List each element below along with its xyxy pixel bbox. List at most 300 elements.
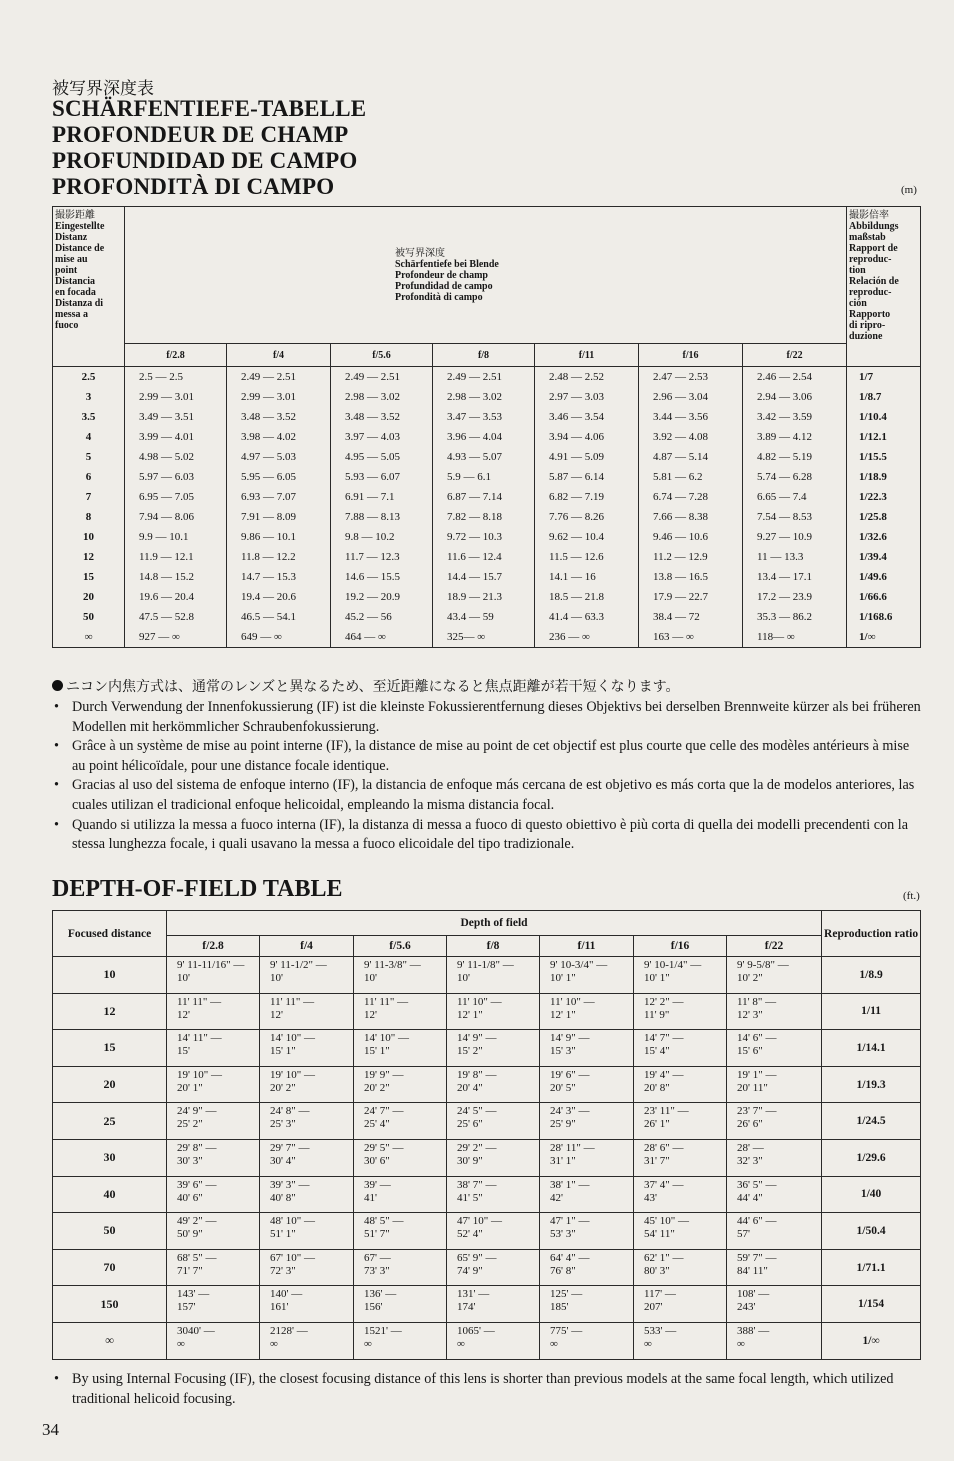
ratio-cell: 1/10.4 bbox=[847, 407, 921, 427]
near-limit: 24' 8" — bbox=[270, 1105, 310, 1118]
far-limit: 10' bbox=[177, 972, 190, 984]
near-limit: 125' — bbox=[550, 1288, 583, 1301]
dof-cell: 9.9 — 10.1 bbox=[125, 527, 227, 547]
far-limit: 80' 3" bbox=[644, 1264, 670, 1277]
dof-cell: 2.99 — 3.01 bbox=[227, 387, 331, 407]
header-line: Profondità di campo bbox=[395, 291, 483, 303]
focus-distance-cell: 12 bbox=[53, 993, 167, 1030]
far-limit: 42' bbox=[550, 1191, 563, 1204]
japanese-note: ニコン内焦方式は、通常のレンズと異なるため、至近距離になると焦点距離が若干短くなります。 bbox=[52, 676, 680, 696]
dof-cell: 9.72 — 10.3 bbox=[433, 527, 535, 547]
dof-cell: 2.48 — 2.52 bbox=[535, 367, 639, 388]
far-limit: 30' 3" bbox=[177, 1154, 203, 1167]
dof-cell bbox=[447, 957, 540, 994]
aperture-header: f/2.8 bbox=[167, 936, 260, 957]
near-limit: 67' 10" — bbox=[270, 1251, 315, 1264]
dof-cell bbox=[260, 1103, 354, 1140]
near-limit: 1065' — bbox=[457, 1324, 495, 1337]
dof-cell bbox=[447, 1286, 540, 1323]
near-limit: 62' 1" — bbox=[644, 1251, 684, 1264]
dof-cell bbox=[727, 1030, 822, 1067]
near-limit: 37' 4" — bbox=[644, 1178, 684, 1191]
dof-cell: 4.82 — 5.19 bbox=[743, 447, 847, 467]
near-limit: 19' 9" — bbox=[364, 1068, 404, 1081]
far-limit: 15' 6" bbox=[737, 1045, 763, 1058]
far-limit: 207' bbox=[644, 1301, 663, 1314]
dof-cell bbox=[540, 1139, 634, 1176]
header-title-it: PROFONDITÀ DI CAMPO bbox=[52, 174, 335, 199]
far-limit: 11' 9" bbox=[644, 1008, 670, 1021]
focus-distance-cell: 4 bbox=[53, 427, 125, 447]
dof-cell: 11.8 — 12.2 bbox=[227, 547, 331, 567]
dof-cell: 35.3 — 86.2 bbox=[743, 607, 847, 627]
dof-cell bbox=[727, 1322, 822, 1359]
focus-distance-cell: 50 bbox=[53, 607, 125, 627]
near-limit: 28' — bbox=[737, 1141, 764, 1154]
dof-cell bbox=[167, 993, 260, 1030]
near-limit: 14' 10" — bbox=[364, 1032, 409, 1045]
dof-cell bbox=[167, 1066, 260, 1103]
far-limit: 31' 1" bbox=[550, 1154, 576, 1167]
far-limit: 26' 6" bbox=[737, 1118, 763, 1131]
dof-cell bbox=[260, 1139, 354, 1176]
dof-cell: 9.86 — 10.1 bbox=[227, 527, 331, 547]
note-item: • Grâce à un système de mise au point interne (IF), la distance de mise au point de cet objectif est plus courte que celle des modèles antérieurs à mise au point hélicoïdale, pour une distance focale identique. bbox=[52, 737, 924, 776]
dof-cell bbox=[634, 957, 727, 994]
dof-cell bbox=[354, 957, 447, 994]
ratio-cell: 1/32.6 bbox=[847, 527, 921, 547]
dof-cell: 47.5 — 52.8 bbox=[125, 607, 227, 627]
far-limit: 40' 8" bbox=[270, 1191, 296, 1204]
far-limit: 31' 7" bbox=[644, 1154, 670, 1167]
dof-cell: 7.82 — 8.18 bbox=[433, 507, 535, 527]
near-limit: 775' — bbox=[550, 1324, 583, 1337]
near-limit: 9' 11-11/16" — bbox=[177, 959, 245, 971]
dof-cell bbox=[540, 1066, 634, 1103]
header-line: Distance de bbox=[55, 243, 105, 254]
dof-cell bbox=[540, 993, 634, 1030]
dof-cell: 3.49 — 3.51 bbox=[125, 407, 227, 427]
far-limit: 20' 4" bbox=[457, 1081, 483, 1094]
dof-cell: 2.97 — 3.03 bbox=[535, 387, 639, 407]
depth-of-field-header: Depth of field bbox=[167, 911, 822, 936]
far-limit: 20' 1" bbox=[177, 1081, 203, 1094]
dof-cell bbox=[167, 1176, 260, 1213]
dof-cell: 11.2 — 12.9 bbox=[639, 547, 743, 567]
dof-cell: 19.2 — 20.9 bbox=[331, 587, 433, 607]
far-limit: 10' 1" bbox=[550, 972, 576, 984]
dof-cell bbox=[727, 1139, 822, 1176]
table-row bbox=[53, 1066, 921, 1103]
header-line: tion bbox=[849, 265, 866, 276]
metric-dof-table bbox=[52, 206, 921, 648]
ratio-cell: 1/49.6 bbox=[847, 567, 921, 587]
near-limit: 24' 9" — bbox=[177, 1105, 217, 1118]
header-line: Distancia bbox=[55, 276, 95, 287]
near-limit: 9' 9-5/8" — bbox=[737, 959, 789, 971]
table-row bbox=[53, 993, 921, 1030]
aperture-header: f/22 bbox=[743, 344, 847, 367]
ratio-cell: 1/154 bbox=[822, 1286, 921, 1323]
dof-cell: 5.9 — 6.1 bbox=[433, 467, 535, 487]
dof-cell bbox=[540, 957, 634, 994]
dof-cell bbox=[540, 1286, 634, 1323]
dof-cell bbox=[727, 1066, 822, 1103]
far-limit: 51' 1" bbox=[270, 1228, 296, 1241]
dof-cell: 11.5 — 12.6 bbox=[535, 547, 639, 567]
dof-cell bbox=[260, 1030, 354, 1067]
focus-distance-cell: 3.5 bbox=[53, 407, 125, 427]
dof-cell: 4.97 — 5.03 bbox=[227, 447, 331, 467]
dof-cell bbox=[260, 957, 354, 994]
ratio-cell: 1/71.1 bbox=[822, 1249, 921, 1286]
dof-cell: 325— ∞ bbox=[433, 627, 535, 648]
dof-cell: 5.95 — 6.05 bbox=[227, 467, 331, 487]
dof-cell: 2.47 — 2.53 bbox=[639, 367, 743, 388]
table-row bbox=[53, 447, 921, 467]
dof-cell bbox=[167, 1286, 260, 1323]
near-limit: 1521' — bbox=[364, 1324, 402, 1337]
far-limit: ∞ bbox=[644, 1337, 652, 1350]
dof-cell bbox=[634, 1103, 727, 1140]
ratio-header: 撮影倍率 Abbildungs maßstab Rapport de reproduc- tion Relación de reproduc- ción Rapporto di ripro- duzione bbox=[847, 207, 921, 367]
dof-cell bbox=[167, 957, 260, 994]
dof-cell bbox=[447, 1030, 540, 1067]
aperture-header: f/16 bbox=[639, 344, 743, 367]
aperture-header: f/2.8 bbox=[125, 344, 227, 367]
near-limit: 29' 5" — bbox=[364, 1141, 404, 1154]
near-limit: 23' 7" — bbox=[737, 1105, 777, 1118]
header-line: fuoco bbox=[55, 320, 79, 331]
table-row bbox=[53, 527, 921, 547]
near-limit: 64' 4" — bbox=[550, 1251, 590, 1264]
imperial-unit-label: (ft.) bbox=[903, 890, 920, 902]
far-limit: 161' bbox=[270, 1301, 289, 1314]
far-limit: 26' 1" bbox=[644, 1118, 670, 1131]
ratio-cell: 1/18.9 bbox=[847, 467, 921, 487]
far-limit: ∞ bbox=[550, 1337, 558, 1350]
far-limit: ∞ bbox=[177, 1337, 185, 1350]
near-limit: 9' 11-3/8" — bbox=[364, 959, 421, 971]
dof-cell: 3.97 — 4.03 bbox=[331, 427, 433, 447]
header-line: Rapport de bbox=[849, 243, 898, 254]
near-limit: 24' 5" — bbox=[457, 1105, 497, 1118]
ratio-cell: 1/14.1 bbox=[822, 1030, 921, 1067]
dof-cell: 11.9 — 12.1 bbox=[125, 547, 227, 567]
aperture-header: f/11 bbox=[540, 936, 634, 957]
far-limit: 52' 4" bbox=[457, 1228, 483, 1241]
far-limit: 243' bbox=[737, 1301, 756, 1314]
table-row bbox=[53, 367, 921, 388]
dof-cell bbox=[447, 1213, 540, 1250]
table-row bbox=[53, 1286, 921, 1323]
dof-cell: 6.93 — 7.07 bbox=[227, 487, 331, 507]
dof-cell: 2.49 — 2.51 bbox=[227, 367, 331, 388]
note-item: • Gracias al uso del sistema de enfoque interno (IF), la distancia de enfoque más cercana de est objetivo es más corta que la de modelos anteriores, las cuales utilizan el tradicional enfoque helicoidal, empleando la misma distancia focal. bbox=[52, 776, 924, 815]
dof-cell: 6.74 — 7.28 bbox=[639, 487, 743, 507]
header-line: Profundidad de campo bbox=[395, 280, 493, 292]
header-title-fr: PROFONDEUR DE CHAMP bbox=[52, 122, 349, 147]
near-limit: 24' 3" — bbox=[550, 1105, 590, 1118]
dof-cell bbox=[634, 1139, 727, 1176]
dof-cell: 2.49 — 2.51 bbox=[331, 367, 433, 388]
table-row bbox=[53, 1249, 921, 1286]
header-title-de: SCHÄRFENTIEFE-TABELLE bbox=[52, 96, 367, 121]
near-limit: 11' 11" — bbox=[270, 995, 315, 1008]
focus-distance-cell: 10 bbox=[53, 957, 167, 994]
dof-cell: 2.5 — 2.5 bbox=[125, 367, 227, 388]
dof-cell: 3.89 — 4.12 bbox=[743, 427, 847, 447]
far-limit: ∞ bbox=[270, 1337, 278, 1350]
dof-cell: 11 — 13.3 bbox=[743, 547, 847, 567]
dof-cell bbox=[634, 993, 727, 1030]
ratio-cell: 1/24.5 bbox=[822, 1103, 921, 1140]
dof-cell: 46.5 — 54.1 bbox=[227, 607, 331, 627]
dof-cell bbox=[260, 1286, 354, 1323]
dof-cell: 18.9 — 21.3 bbox=[433, 587, 535, 607]
dof-cell bbox=[727, 1213, 822, 1250]
dof-cell bbox=[167, 1249, 260, 1286]
far-limit: 157' bbox=[177, 1301, 196, 1314]
near-limit: 11' 10" — bbox=[457, 995, 502, 1008]
dof-cell: 3.47 — 3.53 bbox=[433, 407, 535, 427]
dof-cell: 7.94 — 8.06 bbox=[125, 507, 227, 527]
header-line: point bbox=[55, 265, 78, 276]
dof-cell: 11.7 — 12.3 bbox=[331, 547, 433, 567]
focus-distance-cell: 15 bbox=[53, 1030, 167, 1067]
ratio-cell: 1/15.5 bbox=[847, 447, 921, 467]
dof-cell: 2.96 — 3.04 bbox=[639, 387, 743, 407]
dof-cell: 19.6 — 20.4 bbox=[125, 587, 227, 607]
near-limit: 49' 2" — bbox=[177, 1215, 217, 1228]
dof-cell: 7.66 — 8.38 bbox=[639, 507, 743, 527]
far-limit: 12' 1" bbox=[457, 1008, 483, 1021]
bullet-dot-icon bbox=[52, 680, 63, 691]
dof-cell bbox=[260, 1322, 354, 1359]
near-limit: 11' 11" — bbox=[177, 995, 222, 1008]
dof-cell bbox=[167, 1322, 260, 1359]
aperture-header: f/8 bbox=[433, 344, 535, 367]
dof-cell: 3.46 — 3.54 bbox=[535, 407, 639, 427]
far-limit: 51' 7" bbox=[364, 1228, 390, 1241]
dof-cell bbox=[447, 1066, 540, 1103]
far-limit: 174' bbox=[457, 1301, 476, 1314]
dof-cell: 2.49 — 2.51 bbox=[433, 367, 535, 388]
near-limit: 36' 5" — bbox=[737, 1178, 777, 1191]
far-limit: 15' 3" bbox=[550, 1045, 576, 1058]
near-limit: 2128' — bbox=[270, 1324, 308, 1337]
far-limit: 15' 1" bbox=[364, 1045, 390, 1058]
dof-cell bbox=[354, 993, 447, 1030]
near-limit: 3040' — bbox=[177, 1324, 215, 1337]
table-row bbox=[53, 407, 921, 427]
table-row bbox=[53, 387, 921, 407]
focused-distance-header: Focused distance bbox=[53, 911, 167, 957]
table-row bbox=[53, 1176, 921, 1213]
dof-cell bbox=[447, 993, 540, 1030]
far-limit: 44' 4" bbox=[737, 1191, 763, 1204]
focus-distance-cell: 10 bbox=[53, 527, 125, 547]
near-limit: 19' 1" — bbox=[737, 1068, 777, 1081]
dof-cell: 43.4 — 59 bbox=[433, 607, 535, 627]
header-line: duzione bbox=[849, 331, 883, 342]
near-limit: 45' 10" — bbox=[644, 1215, 689, 1228]
far-limit: 12' bbox=[270, 1008, 283, 1021]
dof-cell bbox=[634, 1176, 727, 1213]
far-limit: 20' 2" bbox=[364, 1081, 390, 1094]
dof-cell: 6.91 — 7.1 bbox=[331, 487, 433, 507]
dof-cell bbox=[354, 1139, 447, 1176]
dof-cell bbox=[540, 1103, 634, 1140]
dof-cell: 7.54 — 8.53 bbox=[743, 507, 847, 527]
header-line: maßstab bbox=[849, 232, 886, 243]
dof-cell: 163 — ∞ bbox=[639, 627, 743, 648]
dof-cell: 3.44 — 3.56 bbox=[639, 407, 743, 427]
dof-cell: 6.87 — 7.14 bbox=[433, 487, 535, 507]
header-line: Schärfentiefe bei Blende bbox=[395, 258, 499, 270]
ratio-cell: 1/∞ bbox=[847, 627, 921, 648]
near-limit: 388' — bbox=[737, 1324, 770, 1337]
far-limit: ∞ bbox=[364, 1337, 372, 1350]
ratio-cell: 1/25.8 bbox=[847, 507, 921, 527]
far-limit: 15' 2" bbox=[457, 1045, 483, 1058]
near-limit: 11' 11" — bbox=[364, 995, 409, 1008]
near-limit: 11' 10" — bbox=[550, 995, 595, 1008]
dof-cell: 927 — ∞ bbox=[125, 627, 227, 648]
focus-distance-header: 撮影距離 Eingestellte Distanz Distance de mise au point Distancia en focada Distanza di messa a fuoco bbox=[53, 207, 125, 367]
dof-cell: 3.48 — 3.52 bbox=[331, 407, 433, 427]
far-limit: 12' bbox=[177, 1008, 190, 1021]
header-line: Rapporto bbox=[849, 309, 891, 320]
dof-cell bbox=[727, 1249, 822, 1286]
near-limit: 47' 10" — bbox=[457, 1215, 502, 1228]
dof-cell bbox=[727, 1286, 822, 1323]
focus-distance-cell: 15 bbox=[53, 567, 125, 587]
dof-cell: 649 — ∞ bbox=[227, 627, 331, 648]
near-limit: 44' 6" — bbox=[737, 1215, 777, 1228]
dof-cell: 5.81 — 6.2 bbox=[639, 467, 743, 487]
dof-cell: 9.62 — 10.4 bbox=[535, 527, 639, 547]
aperture-header: f/22 bbox=[727, 936, 822, 957]
far-limit: 20' 11" bbox=[737, 1081, 768, 1094]
dof-cell: 5.87 — 6.14 bbox=[535, 467, 639, 487]
notes-list bbox=[52, 698, 924, 855]
near-limit: 67' — bbox=[364, 1251, 391, 1264]
dof-cell bbox=[634, 1322, 727, 1359]
ratio-cell: 1/50.4 bbox=[822, 1213, 921, 1250]
near-limit: 14' 9" — bbox=[550, 1032, 590, 1045]
dof-cell: 4.93 — 5.07 bbox=[433, 447, 535, 467]
dof-cell bbox=[447, 1322, 540, 1359]
near-limit: 24' 7" — bbox=[364, 1105, 404, 1118]
table-row bbox=[53, 1103, 921, 1140]
far-limit: 25' 3" bbox=[270, 1118, 296, 1131]
far-limit: 15' bbox=[177, 1045, 190, 1058]
aperture-header: f/16 bbox=[634, 936, 727, 957]
far-limit: 25' 9" bbox=[550, 1118, 576, 1131]
focus-distance-cell: 150 bbox=[53, 1286, 167, 1323]
near-limit: 140' — bbox=[270, 1288, 303, 1301]
ratio-cell: 1/8.9 bbox=[822, 957, 921, 994]
far-limit: 25' 6" bbox=[457, 1118, 483, 1131]
dof-cell: 2.98 — 3.02 bbox=[433, 387, 535, 407]
reproduction-ratio-header: Reproduction ratio bbox=[822, 911, 921, 957]
dof-cell bbox=[634, 1066, 727, 1103]
near-limit: 29' 2" — bbox=[457, 1141, 497, 1154]
near-limit: 131' — bbox=[457, 1288, 490, 1301]
page-number: 34 bbox=[42, 1420, 59, 1439]
near-limit: 143' — bbox=[177, 1288, 210, 1301]
dof-cell: 19.4 — 20.6 bbox=[227, 587, 331, 607]
focus-distance-cell: 20 bbox=[53, 1066, 167, 1103]
dof-cell bbox=[354, 1030, 447, 1067]
dof-cell bbox=[540, 1322, 634, 1359]
table-row bbox=[53, 427, 921, 447]
table-row bbox=[53, 1213, 921, 1250]
aperture-header: f/4 bbox=[260, 936, 354, 957]
far-limit: 12' 3" bbox=[737, 1008, 763, 1021]
dof-cell bbox=[634, 1213, 727, 1250]
focus-distance-cell: 6 bbox=[53, 467, 125, 487]
aperture-header: f/8 bbox=[447, 936, 540, 957]
dof-cell: 3.96 — 4.04 bbox=[433, 427, 535, 447]
dof-cell: 14.4 — 15.7 bbox=[433, 567, 535, 587]
near-limit: 14' 6" — bbox=[737, 1032, 777, 1045]
focus-distance-cell: 12 bbox=[53, 547, 125, 567]
far-limit: 32' 3" bbox=[737, 1154, 763, 1167]
ratio-cell: 1/12.1 bbox=[847, 427, 921, 447]
aperture-header: f/4 bbox=[227, 344, 331, 367]
dof-cell bbox=[447, 1249, 540, 1286]
dof-cell: 5.74 — 6.28 bbox=[743, 467, 847, 487]
ratio-cell: 1/22.3 bbox=[847, 487, 921, 507]
focus-distance-cell: 70 bbox=[53, 1249, 167, 1286]
focus-distance-cell: 20 bbox=[53, 587, 125, 607]
near-limit: 29' 7" — bbox=[270, 1141, 310, 1154]
metric-unit-label: (m) bbox=[901, 184, 917, 196]
near-limit: 12' 2" — bbox=[644, 995, 684, 1008]
dof-cell bbox=[354, 1213, 447, 1250]
dof-cell: 45.2 — 56 bbox=[331, 607, 433, 627]
far-limit: 25' 2" bbox=[177, 1118, 203, 1131]
near-limit: 136' — bbox=[364, 1288, 397, 1301]
table-row bbox=[53, 547, 921, 567]
dof-cell bbox=[260, 1213, 354, 1250]
dof-cell: 14.7 — 15.3 bbox=[227, 567, 331, 587]
footnote-item: • By using Internal Focusing (IF), the closest focusing distance of this lens is shorter than previous models at the same focal length, which utilized traditional helicoid focusing. bbox=[52, 1370, 924, 1409]
far-limit: 30' 9" bbox=[457, 1154, 483, 1167]
dof-cell bbox=[727, 1176, 822, 1213]
ratio-cell: 1/39.4 bbox=[847, 547, 921, 567]
far-limit: 53' 3" bbox=[550, 1228, 576, 1241]
table-row bbox=[53, 957, 921, 994]
table-row bbox=[53, 587, 921, 607]
header-line: reproduc- bbox=[849, 254, 892, 265]
dof-cell bbox=[634, 1249, 727, 1286]
dof-cell bbox=[354, 1103, 447, 1140]
imperial-dof-table bbox=[52, 910, 921, 1360]
aperture-header: f/5.6 bbox=[354, 936, 447, 957]
aperture-header: f/5.6 bbox=[331, 344, 433, 367]
near-limit: 48' 10" — bbox=[270, 1215, 315, 1228]
far-limit: 73' 3" bbox=[364, 1264, 390, 1277]
dof-cell bbox=[260, 993, 354, 1030]
far-limit: 50' 9" bbox=[177, 1228, 203, 1241]
near-limit: 117' — bbox=[644, 1288, 676, 1301]
focus-distance-cell: 30 bbox=[53, 1139, 167, 1176]
imperial-table-title: DEPTH-OF-FIELD TABLE bbox=[52, 876, 343, 902]
focus-distance-cell: 50 bbox=[53, 1213, 167, 1250]
